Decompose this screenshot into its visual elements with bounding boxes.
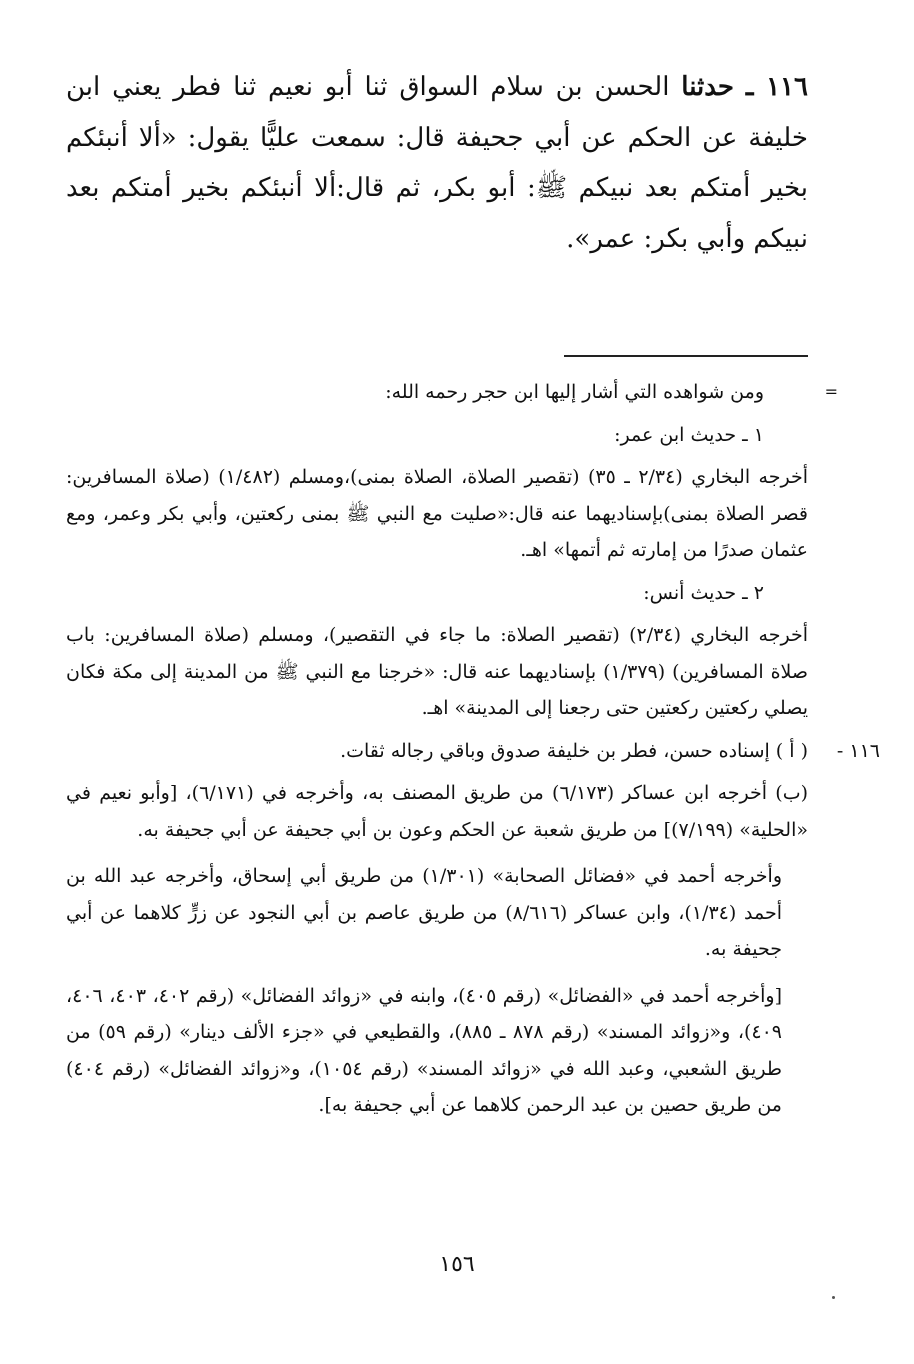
page-number: ١٥٦ [439,1252,475,1277]
footnote-item2-title: ٢ ـ حديث أنس: [643,581,764,604]
footnote-intro: ومن شواهده التي أشار إليها ابن حجر رحمه الله: [385,381,764,403]
scan-speck [832,1296,835,1299]
note-116-c: وأخرجه أحمد في «فضائل الصحابة» (١/٣٠١) من طريق أبي إسحاق، وأخرجه عبد الله بن أحمد (١/٣٤)، وابن عساكر (٨/٦١٦) من طريق عاصم بن أبي النجود عن زرٍّ كلاهما عن أبي جحيفة به. [66,865,782,960]
footnote-item1-title: ١ ـ حديث ابن عمر: [614,423,764,446]
continuation-mark: = [824,382,838,401]
footnote-item2-text: أخرجه البخاري (٢/٣٤) (تقصير الصلاة: ما جاء في التقصير)، ومسلم (صلاة المسافرين: باب صلاة المسافرين) (١/٣٧٩) بإسناديهما عنه قال: «خرجنا مع النبي ﷺ من المدينة إلى مكة فكان يصلي ركعتين ركعتين حتى رجعنا إلى المدينة» اهـ. [66,624,808,719]
note-116-label: ١١٦ - [836,739,880,762]
footnote-item1-text: أخرجه البخاري (٢/٣٤ ـ ٣٥) (تقصير الصلاة، الصلاة بمنى)،ومسلم (١/٤٨٢) (صلاة المسافرين: قصر الصلاة بمنى)بإسناديهما عنه قال:«صليت مع النبي ﷺ بمنى ركعتين، وأبي بكر وعمر، ومع عثمان صدرًا من إمارته ثم أتمها» اهـ. [66,466,808,561]
footnote-divider [564,355,808,357]
note-116-b: (ب) أخرجه ابن عساكر (٦/١٧٣) من طريق المصنف به، وأخرجه في (٦/١٧١)، [وأبو نعيم في «الحلية» (٧/١٩٩)] من طريق شعبة عن الحكم وعون بن أبي جحيفة عن أبي جحيفة به. [66,782,808,841]
page-body [66,62,880,1116]
hadith-116 [66,62,808,264]
note-116-d: [وأخرجه أحمد في «الفضائل» (رقم ٤٠٥)، وابنه في «زوائد الفضائل» (رقم ٤٠٢، ٤٠٣، ٤٠٦، ٤٠٩)، و«زوائد المسند» (رقم ٨٧٨ ـ ٨٨٥)، والقطيعي في «جزء الألف دينار» (رقم ٥٩) من طريق الشعبي، وعبد الله في «زوائد المسند» (رقم ١٠٥٤)، و«زوائد الفضائل» (رقم ٤٠٤) من طريق حصين بن عبد الرحمن كلاهما عن أبي جحيفة به]. [66,984,782,1116]
hadith-text: الحسن بن سلام السواق ثنا أبو نعيم ثنا فطر يعني ابن خليفة عن الحكم عن أبي جحيفة قال: سمعت عليًّا يقول: «ألا أنبئكم بخير أمتكم بعد نبيكم ﷺ: أبو بكر، ثم قال:ألا أنبئكم بخير أمتكم بعد نبيكم وأبي بكر: عمر». [66,72,808,254]
note-116-a: ( أ ) إسناده حسن، فطر بن خليفة صدوق وباقي رجاله ثقات. [340,739,808,762]
hadith-number: ١١٦ ـ [745,72,808,102]
footnotes [66,374,880,1124]
hadith-lead: حدثنا [681,72,734,102]
note-116 [66,733,880,770]
